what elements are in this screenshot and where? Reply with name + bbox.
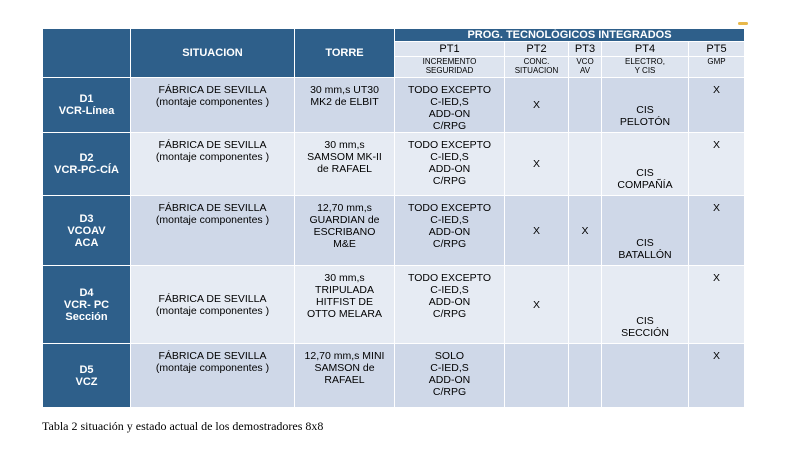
pt1-cell <box>395 196 505 266</box>
pt1-line: TODO EXCEPTO <box>407 84 492 96</box>
pt2-cell <box>505 344 569 408</box>
pt1-line: ADD-ON <box>428 163 471 175</box>
table-row <box>43 266 745 344</box>
pt3-header: PT3 <box>569 42 602 57</box>
pt4-cell <box>602 133 689 196</box>
pt2-cell: X <box>505 196 569 266</box>
pt2-header: PT2 <box>505 42 569 57</box>
row-id-line: VCR-Línea <box>58 105 115 117</box>
prog-header: PROG. TECNOLÓGICOS INTEGRADOS <box>395 29 745 42</box>
row-id-line: D1 <box>79 93 94 105</box>
row-id-line: VCR- PC <box>63 298 110 311</box>
pt5-cell: X <box>689 133 745 196</box>
torre-line: MK2 de ELBIT <box>310 96 379 108</box>
pt4-line: PELOTÓN <box>619 116 671 128</box>
torre-line: 30 mm,s <box>324 272 365 284</box>
pt2-cell: X <box>505 78 569 133</box>
pt1-cell <box>395 344 505 408</box>
torre-line: TRIPULADA <box>315 284 374 296</box>
torre-line: 12,70 mm,s MINI <box>304 350 385 362</box>
pt1-line: ADD-ON <box>428 296 471 308</box>
torre-cell <box>295 78 395 133</box>
pt4-cell <box>602 78 689 133</box>
pt3-cell <box>569 266 602 344</box>
pt4-header: PT4 <box>602 42 689 57</box>
torre-line: ESCRIBANO <box>313 226 376 238</box>
table-row <box>43 344 745 408</box>
pt4-cell <box>602 196 689 266</box>
pt4-line: SECCIÓN <box>621 327 669 339</box>
pt1-line: C-IED,S <box>430 214 469 226</box>
situacion-header: SITUACION <box>131 29 295 78</box>
row-id-line: VCZ <box>75 375 98 388</box>
row-id-line: ACA <box>74 236 99 249</box>
pt5-cell: X <box>689 344 745 408</box>
pt4-line: CIS <box>636 315 654 327</box>
torre-line: M&E <box>333 238 356 250</box>
row-id-line: Sección <box>65 310 108 323</box>
row-id-line: D4 <box>79 286 94 299</box>
situacion-cell <box>131 196 295 266</box>
torre-line: 30 mm,s UT30 <box>310 84 379 96</box>
demonstrators-table <box>42 28 745 408</box>
row-id-line: D2 <box>79 152 94 164</box>
row-id-cell <box>43 196 131 266</box>
table-caption: Tabla 2 situación y estado actual de los demostradores 8x8 <box>42 419 324 433</box>
torre-cell <box>295 344 395 408</box>
pt1-line: ADD-ON <box>428 226 471 238</box>
pt2-cell: X <box>505 133 569 196</box>
pt1-line: C-IED,S <box>430 96 469 108</box>
pt1-line: ADD-ON <box>428 108 471 120</box>
row-id-line: VCOAV <box>67 224 106 237</box>
situacion-cell <box>131 266 295 344</box>
pt3-cell <box>569 133 602 196</box>
situacion-cell <box>131 78 295 133</box>
pt1-header: PT1 <box>395 42 505 57</box>
situacion-line: FÁBRICA DE SEVILLA <box>158 84 267 96</box>
pt4-line: CIS <box>636 237 654 249</box>
situacion-line: (montaje componentes ) <box>155 151 270 163</box>
pt4-cell <box>602 266 689 344</box>
pt4-line: CIS <box>636 167 654 179</box>
row-id-cell <box>43 344 131 408</box>
row-id-cell <box>43 133 131 196</box>
pt5-cell: X <box>689 266 745 344</box>
pt4-line: CIS <box>636 104 654 116</box>
situacion-cell <box>131 133 295 196</box>
situacion-line: FÁBRICA DE SEVILLA <box>158 350 267 362</box>
torre-cell <box>295 266 395 344</box>
pt5-cell: X <box>689 196 745 266</box>
situacion-line: (montaje componentes ) <box>155 214 270 226</box>
row-id-line: VCR-PC-CÍA <box>54 164 119 176</box>
pt1-line: SOLO <box>434 350 465 362</box>
torre-header: TORRE <box>295 29 395 78</box>
pt2-cell: X <box>505 266 569 344</box>
torre-line: SAMSOM MK-II <box>307 151 382 163</box>
pt1-cell <box>395 78 505 133</box>
pt1-line: TODO EXCEPTO <box>407 139 492 151</box>
pt1-line: C/RPG <box>432 386 467 398</box>
torre-line: GUARDIAN de <box>309 214 380 226</box>
pt5-cell: X <box>689 78 745 133</box>
torre-line: RAFAEL <box>324 374 365 386</box>
pt4-sub-line: ELECTRO, <box>624 57 665 66</box>
pt4-line: BATALLÓN <box>618 249 672 261</box>
pt3-cell <box>569 344 602 408</box>
situacion-line: (montaje componentes ) <box>155 96 270 108</box>
corner-header-cell <box>43 29 131 78</box>
pt1-sub-line: SEGURIDAD <box>425 66 474 75</box>
corner-decoration <box>738 22 748 25</box>
pt1-cell <box>395 266 505 344</box>
torre-cell <box>295 196 395 266</box>
situacion-line: FÁBRICA DE SEVILLA <box>158 202 267 214</box>
pt3-subheader <box>569 57 602 78</box>
pt1-sub-line: INCREMENTO <box>422 57 477 66</box>
pt3-cell <box>569 78 602 133</box>
torre-cell <box>295 133 395 196</box>
pt1-line: TODO EXCEPTO <box>407 272 492 284</box>
row-id-cell <box>43 78 131 133</box>
pt1-line: C-IED,S <box>430 284 469 296</box>
situacion-line: FÁBRICA DE SEVILLA <box>158 139 267 151</box>
pt4-line: COMPAÑÍA <box>617 179 673 191</box>
pt5-subheader <box>689 57 745 78</box>
pt1-line: C/RPG <box>432 238 467 250</box>
pt4-cell <box>602 344 689 408</box>
pt2-sub-line: CONC. <box>523 57 550 66</box>
pt1-line: ADD-ON <box>428 374 471 386</box>
situacion-cell <box>131 344 295 408</box>
pt5-header: PT5 <box>689 42 745 57</box>
pt4-subheader <box>602 57 689 78</box>
pt3-sub-line: VCO <box>576 57 594 66</box>
pt1-line: C-IED,S <box>430 362 469 374</box>
pt4-sub-line: Y CIS <box>634 66 656 75</box>
situacion-line: (montaje componentes ) <box>155 362 270 374</box>
row-id-line: D5 <box>79 363 94 376</box>
situacion-line: (montaje componentes ) <box>155 304 270 317</box>
pt3-cell: X <box>569 196 602 266</box>
torre-line: 30 mm,s <box>324 139 365 151</box>
row-id-line: D3 <box>79 212 94 225</box>
table-row <box>43 133 745 196</box>
torre-line: SAMSON de <box>314 362 375 374</box>
table-row <box>43 78 745 133</box>
torre-line: HITFIST DE <box>316 296 373 308</box>
pt1-cell <box>395 133 505 196</box>
torre-line: OTTO MELARA <box>306 308 383 320</box>
pt1-subheader <box>395 57 505 78</box>
row-id-cell <box>43 266 131 344</box>
torre-line: 12,70 mm,s <box>317 202 372 214</box>
pt1-line: C/RPG <box>432 120 467 132</box>
pt1-line: C/RPG <box>432 175 467 187</box>
pt3-sub-line: AV <box>579 66 591 75</box>
pt1-line: TODO EXCEPTO <box>407 202 492 214</box>
pt2-sub-line: SITUACION <box>514 66 559 75</box>
table-row <box>43 196 745 266</box>
situacion-line: FÁBRICA DE SEVILLA <box>158 292 267 305</box>
pt1-line: C/RPG <box>432 308 467 320</box>
pt1-line: C-IED,S <box>430 151 469 163</box>
pt2-subheader <box>505 57 569 78</box>
pt5-sub-line: GMP <box>707 57 726 66</box>
torre-line: de RAFAEL <box>317 163 372 175</box>
